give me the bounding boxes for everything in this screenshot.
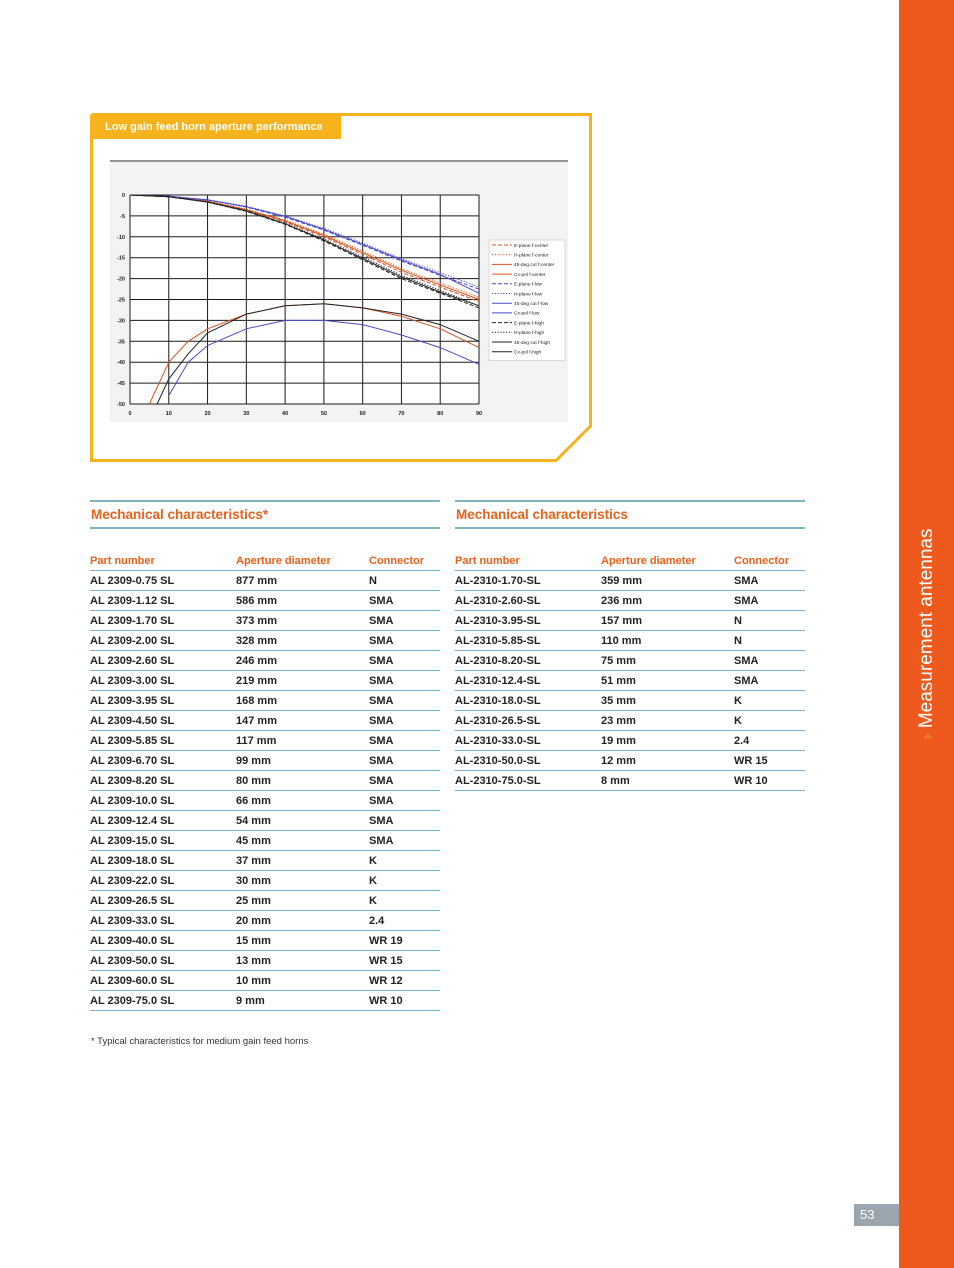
- part-number-cell: AL 2309-3.00 SL: [90, 671, 236, 691]
- column-header-part-number: Part number: [455, 547, 601, 571]
- table-row: [455, 691, 805, 711]
- part-number-cell: AL 2309-8.20 SL: [90, 771, 236, 791]
- aperture-diameter-cell: 45 mm: [236, 831, 369, 851]
- column-header-aperture-diameter: Aperture diameter: [236, 547, 369, 571]
- y-tick-label: -40: [117, 360, 125, 367]
- legend-label: H-plane f-high: [514, 331, 545, 337]
- chart-title-tab: Low gain feed horn aperture performance: [93, 115, 341, 139]
- legend-label: Cx-pol f-center: [514, 272, 546, 278]
- table-row: [90, 651, 440, 671]
- part-number-cell: AL 2309-26.5 SL: [90, 891, 236, 911]
- left-mechanical-table: [90, 547, 440, 1011]
- part-number-cell: AL-2310-5.85-SL: [455, 631, 601, 651]
- part-number-cell: AL 2309-3.95 SL: [90, 691, 236, 711]
- aperture-diameter-cell: 51 mm: [601, 671, 734, 691]
- connector-cell: SMA: [369, 751, 440, 771]
- right-table-title-rule: [455, 527, 805, 529]
- table-row: [455, 651, 805, 671]
- part-number-cell: AL 2309-6.70 SL: [90, 751, 236, 771]
- aperture-diameter-cell: 110 mm: [601, 631, 734, 651]
- connector-cell: SMA: [369, 831, 440, 851]
- table-row: [90, 851, 440, 871]
- aperture-diameter-cell: 373 mm: [236, 611, 369, 631]
- section-tab-title: [916, 529, 938, 740]
- table-row: [90, 611, 440, 631]
- aperture-diameter-cell: 9 mm: [236, 991, 369, 1011]
- legend-label: 45-deg cut f-center: [514, 263, 555, 269]
- table-row: [455, 591, 805, 611]
- column-header-connector: Connector: [369, 547, 440, 571]
- aperture-diameter-cell: 168 mm: [236, 691, 369, 711]
- aperture-diameter-cell: 54 mm: [236, 811, 369, 831]
- legend-label: E-plane f-center: [514, 243, 549, 249]
- part-number-cell: AL 2309-2.00 SL: [90, 631, 236, 651]
- connector-cell: WR 15: [369, 951, 440, 971]
- table-row: [90, 891, 440, 911]
- column-header-aperture-diameter: Aperture diameter: [601, 547, 734, 571]
- part-number-cell: AL 2309-15.0 SL: [90, 831, 236, 851]
- connector-cell: WR 19: [369, 931, 440, 951]
- aperture-diameter-cell: 236 mm: [601, 591, 734, 611]
- table-row: [90, 631, 440, 651]
- part-number-cell: AL 2309-40.0 SL: [90, 931, 236, 951]
- table-row: [90, 971, 440, 991]
- aperture-diameter-cell: 25 mm: [236, 891, 369, 911]
- legend-label: Cx-pol f-high: [514, 350, 542, 356]
- table-row: [455, 711, 805, 731]
- table-row: [90, 571, 440, 591]
- line-chart: [110, 160, 568, 422]
- part-number-cell: AL 2309-10.0 SL: [90, 791, 236, 811]
- table-row: [90, 991, 440, 1011]
- table-row: [90, 811, 440, 831]
- aperture-diameter-cell: 328 mm: [236, 631, 369, 651]
- column-header-connector: Connector: [734, 547, 805, 571]
- aperture-diameter-cell: 219 mm: [236, 671, 369, 691]
- y-tick-label: -5: [120, 213, 125, 220]
- table-row: [455, 731, 805, 751]
- aperture-diameter-cell: 35 mm: [601, 691, 734, 711]
- table-row: [90, 791, 440, 811]
- legend-label: H-plane f-low: [514, 292, 543, 298]
- connector-cell: SMA: [369, 771, 440, 791]
- part-number-cell: AL 2309-50.0 SL: [90, 951, 236, 971]
- part-number-cell: AL 2309-22.0 SL: [90, 871, 236, 891]
- part-number-cell: AL 2309-60.0 SL: [90, 971, 236, 991]
- aperture-diameter-cell: 359 mm: [601, 571, 734, 591]
- legend-label: Cx-pol f-low: [514, 311, 540, 317]
- table-row: [90, 691, 440, 711]
- table-row: [455, 771, 805, 791]
- y-tick-label: 0: [121, 193, 125, 199]
- x-tick-label: 80: [437, 411, 444, 417]
- aperture-diameter-cell: 877 mm: [236, 571, 369, 591]
- table-row: [90, 751, 440, 771]
- table-row: [90, 931, 440, 951]
- connector-cell: K: [369, 891, 440, 911]
- part-number-cell: AL-2310-8.20-SL: [455, 651, 601, 671]
- aperture-diameter-cell: 23 mm: [601, 711, 734, 731]
- x-tick-label: 50: [320, 411, 327, 417]
- y-tick-label: -30: [117, 318, 125, 325]
- connector-cell: 2.4: [369, 911, 440, 931]
- legend-label: E-plane f-low: [514, 282, 542, 288]
- table-row: [90, 771, 440, 791]
- table-row: [455, 751, 805, 771]
- section-tab-label: Measurement antennas: [916, 528, 937, 729]
- table-row: [90, 911, 440, 931]
- table-row: [90, 711, 440, 731]
- connector-cell: SMA: [734, 571, 805, 591]
- part-number-cell: AL 2309-18.0 SL: [90, 851, 236, 871]
- x-tick-label: 60: [359, 411, 366, 417]
- part-number-cell: AL-2310-1.70-SL: [455, 571, 601, 591]
- connector-cell: WR 15: [734, 751, 805, 771]
- table-row: [90, 731, 440, 751]
- connector-cell: SMA: [369, 671, 440, 691]
- x-tick-label: 90: [475, 411, 483, 417]
- legend-label: 45-deg cut f-low: [514, 302, 549, 307]
- aperture-diameter-cell: 147 mm: [236, 711, 369, 731]
- connector-cell: SMA: [369, 811, 440, 831]
- table-row: [455, 671, 805, 691]
- connector-cell: SMA: [369, 791, 440, 811]
- part-number-cell: AL-2310-2.60-SL: [455, 591, 601, 611]
- connector-cell: SMA: [369, 651, 440, 671]
- aperture-diameter-cell: 15 mm: [236, 931, 369, 951]
- aperture-diameter-cell: 75 mm: [601, 651, 734, 671]
- connector-cell: SMA: [734, 671, 805, 691]
- right-table-top-rule: [455, 500, 805, 502]
- x-tick-label: 30: [243, 411, 250, 417]
- column-header-part-number: Part number: [90, 547, 236, 571]
- legend-label: 45-deg cut f-high: [514, 340, 551, 346]
- part-number-cell: AL-2310-33.0-SL: [455, 731, 601, 751]
- x-tick-label: 70: [398, 411, 405, 417]
- chevron-right-icon: ›: [919, 734, 936, 740]
- connector-cell: SMA: [734, 591, 805, 611]
- connector-cell: WR 10: [734, 771, 805, 791]
- connector-cell: SMA: [369, 691, 440, 711]
- part-number-cell: AL 2309-33.0 SL: [90, 911, 236, 931]
- connector-cell: SMA: [369, 591, 440, 611]
- aperture-diameter-cell: 66 mm: [236, 791, 369, 811]
- connector-cell: K: [734, 691, 805, 711]
- table-row: [455, 631, 805, 651]
- aperture-diameter-cell: 13 mm: [236, 951, 369, 971]
- connector-cell: SMA: [734, 651, 805, 671]
- y-tick-label: -45: [117, 381, 125, 388]
- connector-cell: SMA: [369, 631, 440, 651]
- aperture-diameter-cell: 19 mm: [601, 731, 734, 751]
- part-number-cell: AL 2309-1.70 SL: [90, 611, 236, 631]
- connector-cell: N: [734, 631, 805, 651]
- table-row: [90, 671, 440, 691]
- left-table-title-rule: [90, 527, 440, 529]
- aperture-diameter-cell: 10 mm: [236, 971, 369, 991]
- connector-cell: K: [369, 851, 440, 871]
- connector-cell: 2.4: [734, 731, 805, 751]
- y-tick-label: -25: [117, 297, 125, 304]
- x-tick-label: 10: [165, 411, 172, 417]
- part-number-cell: AL 2309-12.4 SL: [90, 811, 236, 831]
- table-row: [90, 871, 440, 891]
- table-row: [455, 611, 805, 631]
- left-table-title: Mechanical characteristics*: [91, 507, 269, 522]
- connector-cell: SMA: [369, 611, 440, 631]
- right-table-title: Mechanical characteristics: [456, 507, 628, 522]
- part-number-cell: AL 2309-0.75 SL: [90, 571, 236, 591]
- page-number: 53: [854, 1204, 899, 1226]
- left-table-top-rule: [90, 500, 440, 502]
- legend-label: H-plane f-center: [514, 253, 549, 259]
- aperture-diameter-cell: 20 mm: [236, 911, 369, 931]
- connector-cell: WR 12: [369, 971, 440, 991]
- part-number-cell: AL-2310-3.95-SL: [455, 611, 601, 631]
- footnote: * Typical characteristics for medium gain feed horns: [91, 1036, 309, 1047]
- part-number-cell: AL-2310-75.0-SL: [455, 771, 601, 791]
- connector-cell: N: [734, 611, 805, 631]
- aperture-diameter-cell: 30 mm: [236, 871, 369, 891]
- aperture-diameter-cell: 12 mm: [601, 751, 734, 771]
- part-number-cell: AL 2309-4.50 SL: [90, 711, 236, 731]
- part-number-cell: AL 2309-1.12 SL: [90, 591, 236, 611]
- aperture-diameter-cell: 157 mm: [601, 611, 734, 631]
- part-number-cell: AL-2310-12.4-SL: [455, 671, 601, 691]
- part-number-cell: AL 2309-75.0 SL: [90, 991, 236, 1011]
- connector-cell: K: [734, 711, 805, 731]
- aperture-diameter-cell: 8 mm: [601, 771, 734, 791]
- connector-cell: N: [369, 571, 440, 591]
- aperture-diameter-cell: 586 mm: [236, 591, 369, 611]
- connector-cell: WR 10: [369, 991, 440, 1011]
- table-row: [90, 591, 440, 611]
- part-number-cell: AL-2310-50.0-SL: [455, 751, 601, 771]
- aperture-diameter-cell: 37 mm: [236, 851, 369, 871]
- part-number-cell: AL 2309-5.85 SL: [90, 731, 236, 751]
- aperture-diameter-cell: 117 mm: [236, 731, 369, 751]
- x-tick-label: 40: [282, 411, 289, 417]
- aperture-diameter-cell: 80 mm: [236, 771, 369, 791]
- connector-cell: K: [369, 871, 440, 891]
- part-number-cell: AL-2310-26.5-SL: [455, 711, 601, 731]
- table-row: [90, 951, 440, 971]
- table-row: [455, 571, 805, 591]
- y-tick-label: -35: [117, 339, 125, 346]
- y-tick-label: -50: [117, 402, 125, 408]
- y-tick-label: -20: [117, 276, 125, 283]
- table-row: [90, 831, 440, 851]
- aperture-diameter-cell: 246 mm: [236, 651, 369, 671]
- part-number-cell: AL-2310-18.0-SL: [455, 691, 601, 711]
- right-mechanical-table: [455, 547, 805, 791]
- y-tick-label: -15: [117, 255, 125, 262]
- connector-cell: SMA: [369, 731, 440, 751]
- legend-label: E-plane f-high: [514, 321, 544, 327]
- connector-cell: SMA: [369, 711, 440, 731]
- aperture-diameter-cell: 99 mm: [236, 751, 369, 771]
- x-tick-label: 20: [204, 411, 211, 417]
- x-tick-label: 0: [128, 411, 132, 417]
- part-number-cell: AL 2309-2.60 SL: [90, 651, 236, 671]
- y-tick-label: -10: [117, 234, 125, 241]
